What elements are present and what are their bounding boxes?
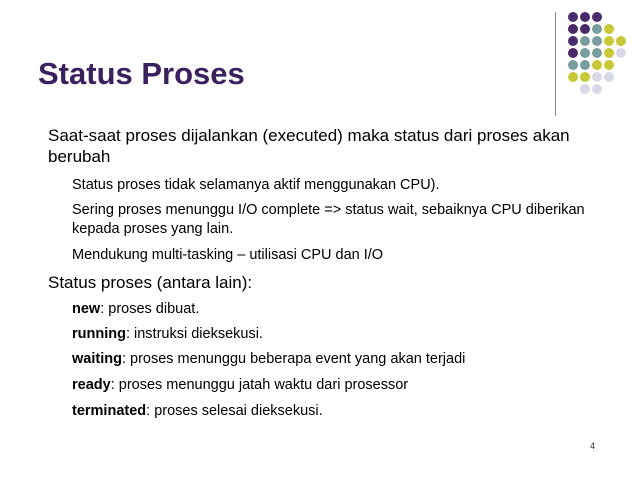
status-term: new [72, 301, 101, 317]
bullet-text: Status proses tidak selamanya aktif menggunakan CPU). [72, 177, 440, 193]
status-desc: : proses menunggu beberapa event yang akan terjadi [121, 351, 466, 367]
page-number: 4 [590, 441, 596, 451]
bullet-text: Status proses (antara lain): [48, 273, 253, 292]
status-desc: : proses menunggu jatah waktu dari prosessor [110, 377, 409, 393]
status-term: waiting [72, 351, 122, 367]
bullet-text: Saat-saat proses dijalankan (executed) maka status dari proses akan berubah [48, 126, 570, 166]
bullet-text: Sering proses menunggu I/O complete => status wait, sebaiknya CPU diberikan kepada proses yang lain. [72, 202, 585, 237]
status-desc: : instruksi dieksekusi. [125, 326, 263, 342]
bullet-text: Mendukung multi-tasking – utilisasi CPU dan I/O [72, 247, 384, 263]
slide-title: Status Proses [38, 56, 245, 91]
status-term: ready [72, 377, 111, 393]
status-term: terminated [72, 403, 147, 419]
status-desc: : proses dibuat. [100, 301, 200, 317]
status-term: running [72, 326, 126, 342]
status-desc: : proses selesai dieksekusi. [146, 403, 323, 419]
